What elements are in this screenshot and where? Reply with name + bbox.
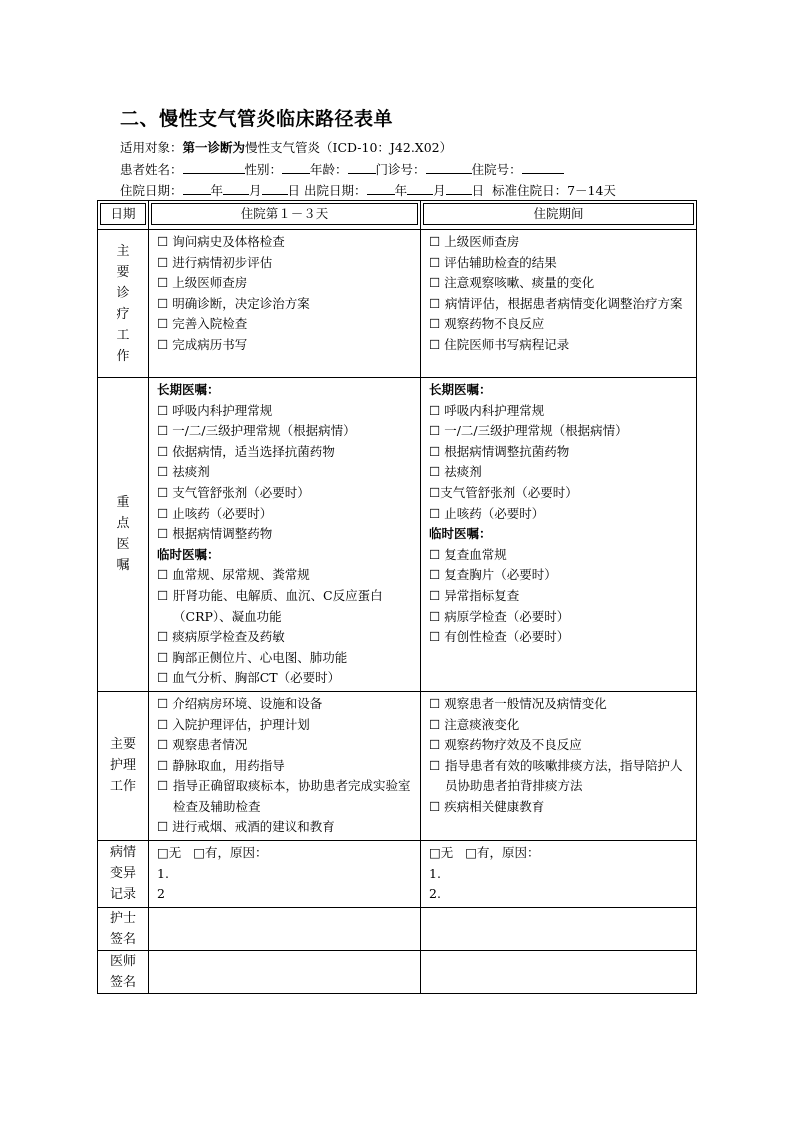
applicable-prefix: 适用对象： xyxy=(120,140,183,155)
col2-nurse-sign-field[interactable] xyxy=(421,907,697,950)
col2-variance xyxy=(421,841,697,908)
month-label: 月 xyxy=(433,183,446,198)
orders-row xyxy=(98,378,697,692)
variance-item-2[interactable]: 2 xyxy=(157,886,165,902)
orders-label: 重 点 医 嘱 xyxy=(98,378,149,692)
header-col2: 住院期间 xyxy=(423,203,694,225)
page-title: 二、慢性支气管炎临床路径表单 xyxy=(120,108,394,130)
checklist-item[interactable]: ☐ 血气分析、胸部CT（必要时） xyxy=(157,670,341,686)
checklist-item[interactable]: ☐ 止咳药（必要时） xyxy=(429,505,545,521)
applicable-line xyxy=(120,139,452,157)
discharge-year-field[interactable] xyxy=(367,182,395,195)
checklist-item[interactable]: ☐ 评估辅助检查的结果 xyxy=(429,254,557,270)
admit-month-field[interactable] xyxy=(223,182,249,195)
variance-yes-checkbox[interactable]: □有，原因： xyxy=(193,845,268,861)
year-label: 年 xyxy=(210,183,224,198)
checklist-item[interactable]: ☐ 一/二/三级护理常规（根据病情） xyxy=(429,423,628,439)
temporary-title: 临时医嘱： xyxy=(157,546,220,562)
checklist-item[interactable]: ☐ 根据病情调整药物 xyxy=(157,526,273,542)
checklist-item[interactable]: ☐ 复查胸片（必要时） xyxy=(429,567,557,583)
name-label: 患者姓名： xyxy=(120,162,183,177)
temporary-title: 临时医嘱： xyxy=(429,526,492,542)
checklist-item[interactable]: ☐ 复查血常规 xyxy=(429,546,507,562)
checklist-item[interactable]: ☐ 观察患者一般情况及病情变化 xyxy=(429,695,607,711)
name-field[interactable] xyxy=(183,161,245,174)
diagnosis-label: 主 要 诊 疗 工 作 xyxy=(98,230,149,378)
checklist-item[interactable]: ☐ 根据病情调整抗菌药物 xyxy=(429,443,570,459)
checklist-item[interactable]: ☐ 注意痰液变化 xyxy=(429,716,520,732)
applicable-bold: 第一诊断为 xyxy=(182,140,246,155)
col2-doctor-sign-field[interactable] xyxy=(421,950,697,993)
checklist-item[interactable]: ☐支气管舒张剂（必要时） xyxy=(429,484,578,500)
nurse-sign-row xyxy=(98,907,697,950)
long-term-title: 长期医嘱： xyxy=(157,382,220,397)
checklist-item[interactable]: ☐ 完成病历书写 xyxy=(157,336,248,352)
checklist-item[interactable]: ☐ 住院医师书写病程记录 xyxy=(429,336,570,352)
checklist-item[interactable]: ☐ 观察药物不良反应 xyxy=(429,316,545,332)
checklist-item[interactable]: ☐ 病情评估，根据患者病情变化调整治疗方案 xyxy=(429,295,683,311)
checklist-item[interactable]: ☐ 血常规、尿常规、粪常规 xyxy=(157,567,310,583)
col2-nursing xyxy=(421,691,697,840)
inpatient-field[interactable] xyxy=(522,161,564,174)
col1-diagnosis xyxy=(149,230,421,378)
checklist-item[interactable]: ☐ 呼吸内科护理常规 xyxy=(157,402,273,418)
diagnosis-row xyxy=(98,230,697,378)
long-term-title: 长期医嘱： xyxy=(429,382,492,397)
checklist-item[interactable]: ☐ 病原学检查（必要时） xyxy=(429,608,570,624)
checklist-item[interactable]: ☐ 指导正确留取痰标本，协助患者完成实验室检查及辅助检查 xyxy=(157,778,411,814)
col2-diagnosis xyxy=(421,230,697,378)
checklist-item[interactable]: ☐ 入院护理评估，护理计划 xyxy=(157,716,310,732)
variance-none-checkbox[interactable]: □无 xyxy=(429,845,454,861)
checklist-item[interactable]: ☐ 介绍病房环境、设施和设备 xyxy=(157,695,323,711)
checklist-item[interactable]: ☐ 观察药物疗效及不良反应 xyxy=(429,737,582,753)
checklist-item[interactable]: ☐ 肝肾功能、电解质、血沉、C反应蛋白（CRP）、凝血功能 xyxy=(157,587,383,624)
doctor-sign-row xyxy=(98,950,697,993)
col1-nurse-sign-field[interactable] xyxy=(149,907,421,950)
sex-label: 性别： xyxy=(244,162,283,177)
checklist-item[interactable]: ☐ 一/二/三级护理常规（根据病情） xyxy=(157,423,356,439)
checklist-item[interactable]: ☐ 询问病史及体格检查 xyxy=(157,234,285,249)
discharge-day-field[interactable] xyxy=(446,182,472,195)
col1-orders xyxy=(149,378,421,692)
checklist-item[interactable]: ☐ 胸部正侧位片、心电图、肺功能 xyxy=(157,649,348,665)
checklist-item[interactable]: ☐ 静脉取血，用药指导 xyxy=(157,757,285,773)
nursing-label: 主要 护理 工作 xyxy=(98,691,149,840)
col1-doctor-sign-field[interactable] xyxy=(149,950,421,993)
admit-label: 住院日期： xyxy=(120,183,183,198)
col2-orders xyxy=(421,378,697,692)
checklist-item[interactable]: ☐ 呼吸内科护理常规 xyxy=(429,402,545,418)
year-label: 年 xyxy=(394,183,408,198)
checklist-item[interactable]: ☐ 止咳药（必要时） xyxy=(157,505,273,521)
clinical-pathway-table xyxy=(97,200,697,994)
checklist-item[interactable]: ☐ 完善入院检查 xyxy=(157,316,248,332)
clinic-field[interactable] xyxy=(426,161,472,174)
checklist-item[interactable]: ☐ 上级医师查房 xyxy=(157,275,248,291)
checklist-item[interactable]: ☐ 痰病原学检查及药敏 xyxy=(157,629,285,645)
sex-field[interactable] xyxy=(282,161,310,174)
variance-label: 病情 变异 记录 xyxy=(98,841,149,908)
variance-yes-checkbox[interactable]: □有，原因： xyxy=(465,845,540,861)
variance-item-2[interactable]: 2. xyxy=(429,886,441,902)
date-line xyxy=(120,182,616,200)
variance-row xyxy=(98,841,697,908)
applicable-text: 慢性支气管炎（ICD-10：J42.X02） xyxy=(245,140,453,155)
checklist-item[interactable]: ☐ 支气管舒张剂（必要时） xyxy=(157,484,310,500)
standard-stay: 标准住院日：7－14天 xyxy=(492,183,616,198)
nursing-row xyxy=(98,691,697,840)
age-field[interactable] xyxy=(348,161,376,174)
nurse-sign-label: 护士 签名 xyxy=(98,907,149,950)
age-label: 年龄： xyxy=(310,162,348,177)
checklist-item[interactable]: ☐ 异常指标复查 xyxy=(429,587,520,603)
inpatient-label: 住院号： xyxy=(471,162,522,177)
col1-variance xyxy=(149,841,421,908)
header-row xyxy=(98,201,697,230)
admit-day-field[interactable] xyxy=(262,182,288,195)
doctor-sign-label: 医师 签名 xyxy=(98,950,149,993)
header-col1: 住院第１－３天 xyxy=(151,203,418,225)
checklist-item[interactable]: ☐ 进行戒烟、戒酒的建议和教育 xyxy=(157,819,335,835)
discharge-month-field[interactable] xyxy=(407,182,433,195)
checklist-item[interactable]: ☐ 疾病相关健康教育 xyxy=(429,798,545,814)
checklist-item[interactable]: ☐ 依据病情，适当选择抗菌药物 xyxy=(157,443,335,459)
checklist-item[interactable]: ☐ 注意观察咳嗽、痰量的变化 xyxy=(429,275,595,291)
patient-line xyxy=(120,161,564,179)
month-label: 月 xyxy=(249,183,262,198)
checklist-item[interactable]: ☐ 指导患者有效的咳嗽排痰方法，指导陪护人员协助患者拍背排痰方法 xyxy=(429,757,683,794)
day-label: 日 xyxy=(287,183,301,198)
checklist-item[interactable]: ☐ 进行病情初步评估 xyxy=(157,254,273,270)
discharge-label: 出院日期： xyxy=(304,183,367,198)
checklist-item[interactable]: ☐ 祛痰剂 xyxy=(157,464,210,480)
col1-nursing xyxy=(149,691,421,840)
checklist-item[interactable]: ☐ 观察患者情况 xyxy=(157,737,248,753)
checklist-item[interactable]: ☐ 有创性检查（必要时） xyxy=(429,629,570,645)
variance-none-checkbox[interactable]: □无 xyxy=(157,845,182,861)
clinic-label: 门诊号： xyxy=(375,162,426,177)
checklist-item[interactable]: ☐ 上级医师查房 xyxy=(429,234,520,249)
header-date: 日期 xyxy=(100,203,146,225)
variance-item-1[interactable]: 1. xyxy=(429,865,441,881)
checklist-item[interactable]: ☐ 明确诊断，决定诊治方案 xyxy=(157,295,310,311)
variance-item-1[interactable]: 1. xyxy=(157,865,169,881)
day-label: 日 xyxy=(471,183,485,198)
checklist-item[interactable]: ☐ 祛痰剂 xyxy=(429,464,482,480)
admit-year-field[interactable] xyxy=(183,182,211,195)
